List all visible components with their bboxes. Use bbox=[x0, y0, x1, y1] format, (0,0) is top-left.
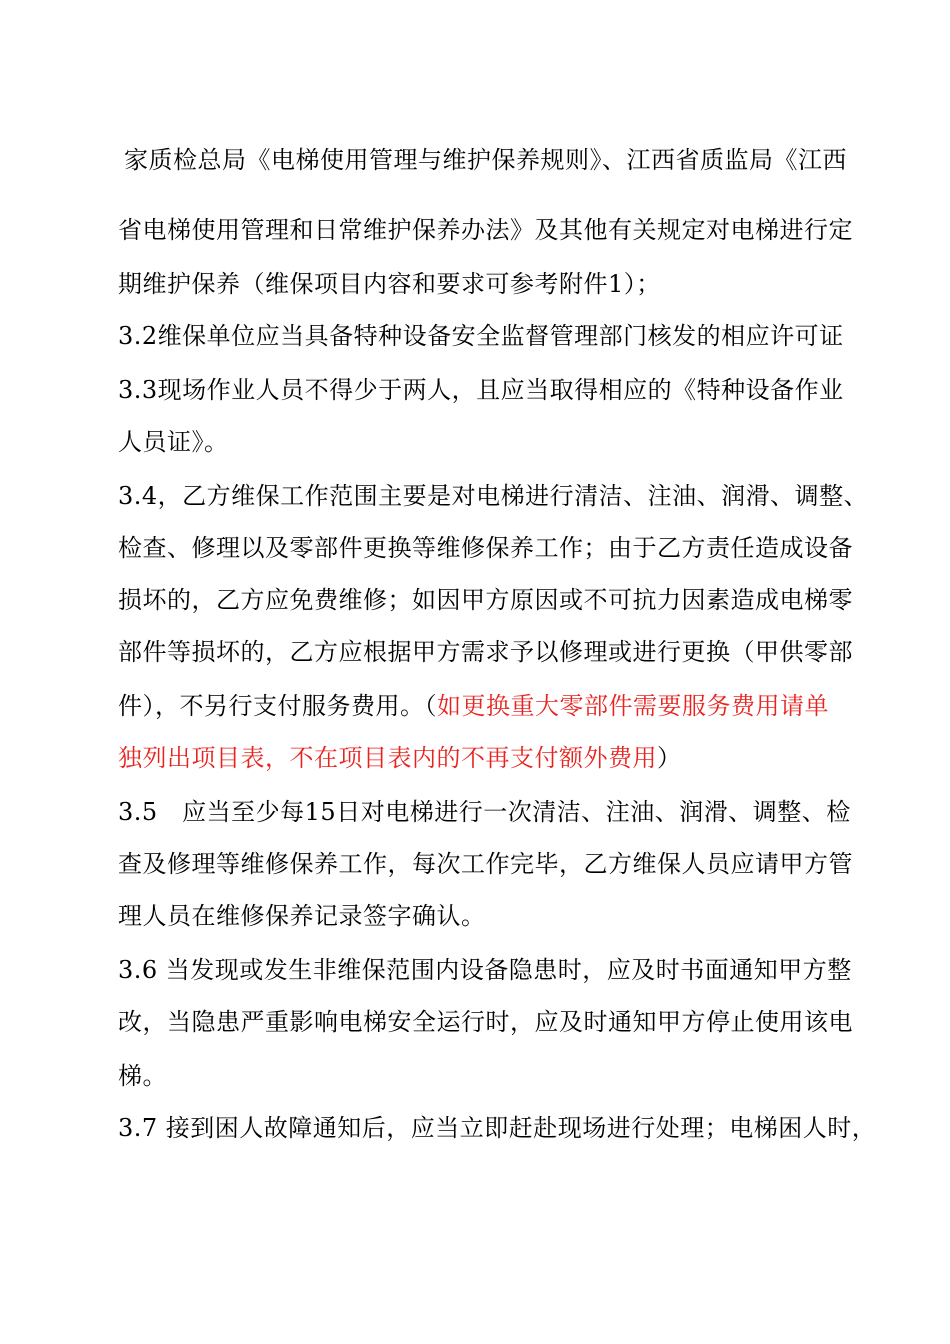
text-line: 查及修理等维修保养工作，每次工作完毕，乙方维保人员应请甲方管 bbox=[118, 850, 853, 878]
text-line: 损坏的，乙方应免费维修；如因甲方原因或不可抗力因素造成电梯零 bbox=[118, 586, 853, 614]
text-line: 3.2维保单位应当具备特种设备安全监督管理部门核发的相应许可证 bbox=[118, 322, 844, 350]
text-line bbox=[118, 743, 838, 773]
text-line: 省电梯使用管理和日常维护保养办法》及其他有关规定对电梯进行定 bbox=[118, 216, 853, 244]
text-line: 部件等损坏的，乙方应根据甲方需求予以修理或进行更换（甲供零部 bbox=[118, 638, 853, 666]
text-line: 检查、修理以及零部件更换等维修保养工作；由于乙方责任造成设备 bbox=[118, 534, 853, 562]
highlighted-note: 如更换重大零部件需要服务费用请单 bbox=[437, 692, 829, 720]
text-line: 3.6 当发现或发生非维保范围内设备隐患时，应及时书面通知甲方整 bbox=[118, 956, 852, 984]
text-segment: 件），不另行支付服务费用。（ bbox=[118, 692, 437, 720]
text-line: 3.7 接到困人故障通知后，应当立即赶赴现场进行处理；电梯困人时， bbox=[118, 1114, 877, 1142]
text-line: 3.4，乙方维保工作范围主要是对电梯进行清洁、注油、润滑、调整、 bbox=[118, 482, 869, 510]
text-line: 理人员在维修保养记录签字确认。 bbox=[118, 902, 486, 930]
text-line: 家质检总局《电梯使用管理与维护保养规则》、江西省质监局《江西 bbox=[124, 146, 847, 174]
text-line bbox=[118, 691, 838, 721]
text-segment: ） bbox=[657, 744, 682, 772]
text-line: 3.5 应当至少每15日对电梯进行一次清洁、注油、润滑、调整、检 bbox=[118, 798, 851, 826]
highlighted-note: 独列出项目表，不在项目表内的不再支付额外费用 bbox=[118, 744, 657, 772]
text-line: 人员证》。 bbox=[118, 428, 229, 456]
text-line: 改，当隐患严重影响电梯安全运行时，应及时通知甲方停止使用该电 bbox=[118, 1008, 853, 1036]
text-line: 3.3现场作业人员不得少于两人，且应当取得相应的《特种设备作业 bbox=[118, 376, 844, 404]
text-line: 梯。 bbox=[118, 1062, 167, 1090]
text-line: 期维护保养（维保项目内容和要求可参考附件1）； bbox=[118, 270, 661, 298]
